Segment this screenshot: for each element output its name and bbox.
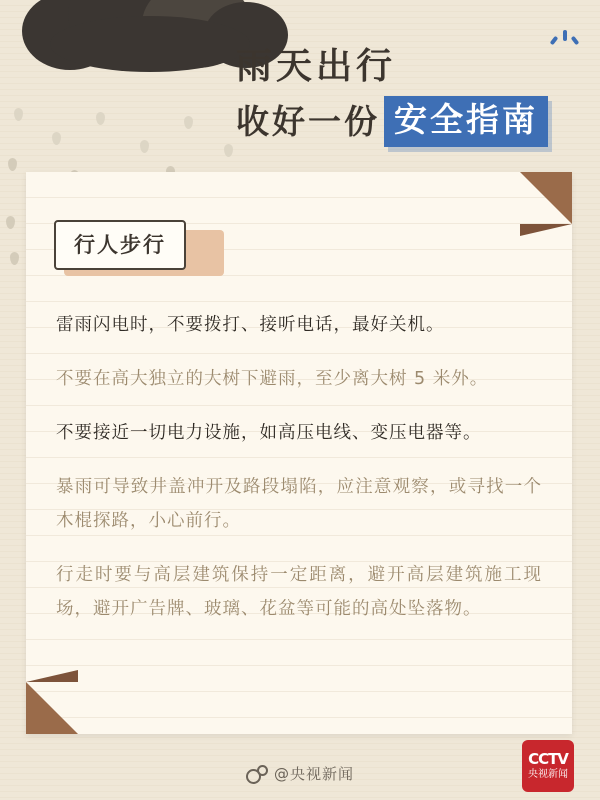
raindrop-icon xyxy=(52,132,61,145)
cctv-logo-mark: CCTV xyxy=(528,750,568,768)
poster-heading xyxy=(236,44,580,147)
corner-fold-top-right-shadow xyxy=(520,224,572,236)
tip-paragraph: 不要在高大独立的大树下避雨，至少离大树 5 米外。 xyxy=(56,368,489,389)
page-subtitle xyxy=(236,96,580,147)
page-subtitle-highlight: 安全指南 xyxy=(384,96,548,147)
page-title: 雨天出行 xyxy=(236,46,397,87)
corner-fold-top-right xyxy=(520,172,572,224)
raindrop-icon xyxy=(184,116,193,129)
raindrop-icon xyxy=(224,144,233,157)
raindrop-icon xyxy=(8,158,17,171)
section-tab-pedestrian: 行人步行 xyxy=(54,220,186,270)
corner-fold-bottom-left xyxy=(26,682,78,734)
raindrop-icon xyxy=(140,140,149,153)
footer-account: @央视新闻 xyxy=(273,765,354,783)
raindrop-icon xyxy=(96,112,105,125)
footer xyxy=(0,763,600,784)
tip-paragraph: 雷雨闪电时，不要拨打、接听电话，最好关机。 xyxy=(56,314,445,335)
content-card xyxy=(26,172,572,734)
weibo-icon xyxy=(246,764,266,784)
cctv-logo xyxy=(522,740,574,792)
raindrop-icon xyxy=(14,108,23,121)
cctv-logo-text: 央视新闻 xyxy=(528,769,568,780)
sparkle-icon xyxy=(552,30,578,56)
page-subtitle-prefix: 收好一份 xyxy=(236,101,380,141)
raindrop-icon xyxy=(10,252,19,265)
tip-paragraph: 不要接近一切电力设施，如高压电线、变压电器等。 xyxy=(56,422,482,443)
tip-paragraph: 行走时要与高层建筑保持一定距离，避开高层建筑施工现场，避开广告牌、玻璃、花盆等可能的高处坠落物。 xyxy=(56,564,542,619)
raindrop-icon xyxy=(6,216,15,229)
tip-paragraph: 暴雨可导致井盖冲开及路段塌陷，应注意观察，或寻找一个木棍探路，小心前行。 xyxy=(56,476,542,531)
corner-fold-bottom-left-shadow xyxy=(26,670,78,682)
card-body xyxy=(56,290,542,646)
cloud-puff xyxy=(50,16,250,72)
